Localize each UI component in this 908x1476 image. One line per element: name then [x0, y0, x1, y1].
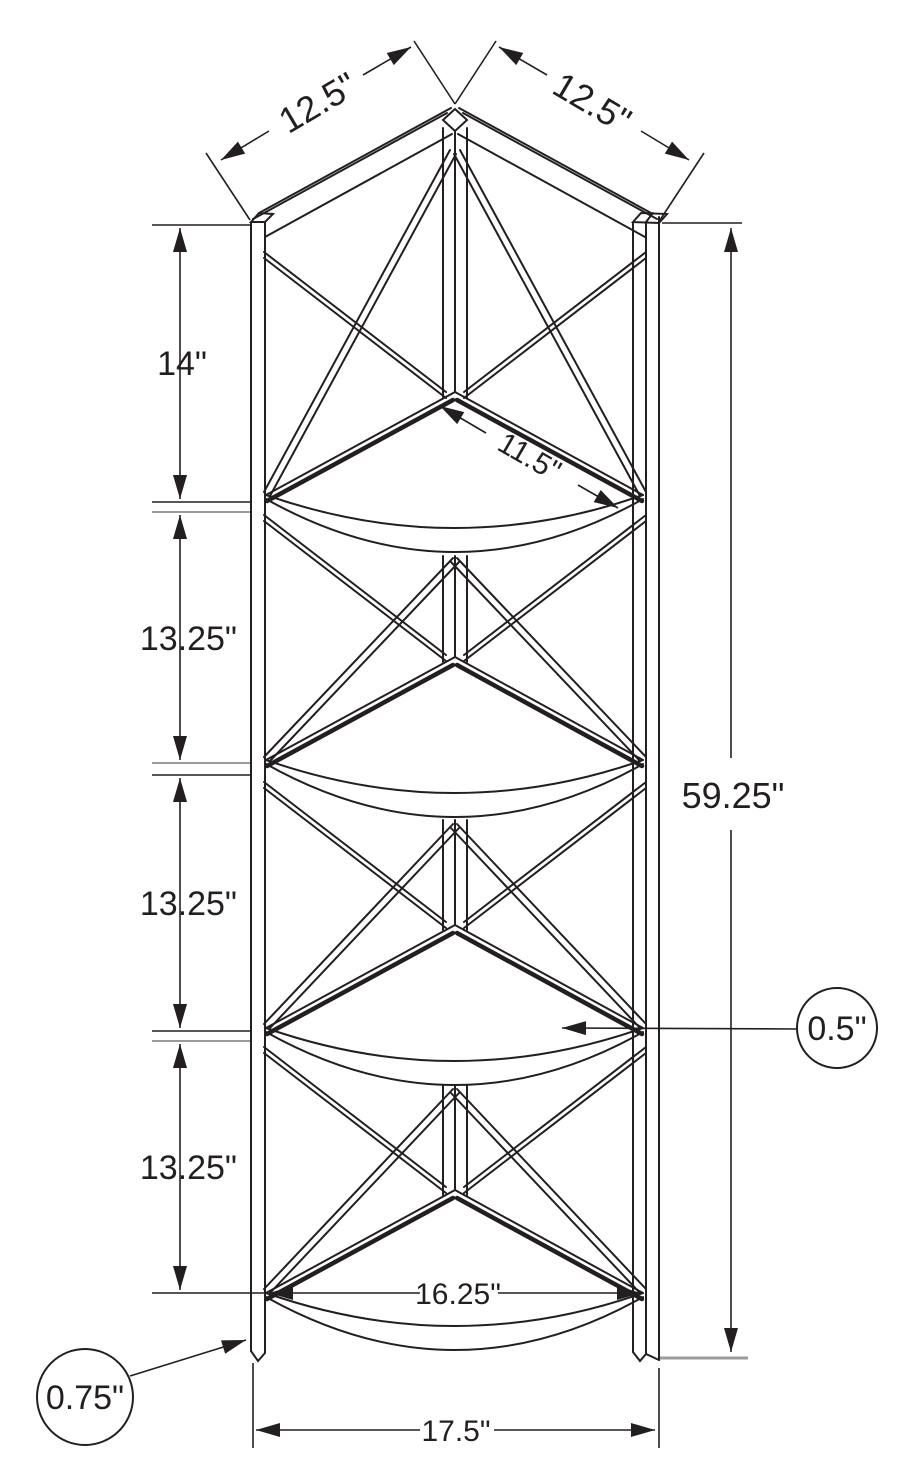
label-tier4-height: 13.25" [139, 1149, 237, 1187]
label-overall-height: 59.25" [681, 775, 785, 816]
bottom-width-dimensions [152, 1293, 659, 1448]
left-height-dimensions [152, 225, 250, 1290]
label-post-thickness: 0.75" [45, 1379, 125, 1417]
label-tier2-height: 13.25" [139, 620, 237, 658]
label-shelf-diagonal-depth: 11.5" [492, 426, 567, 489]
label-tier3-height: 13.25" [139, 885, 237, 923]
label-top-left-width: 12.5" [271, 63, 364, 142]
label-top-right-width: 12.5" [546, 63, 639, 142]
dimension-labels [46, 64, 867, 1448]
label-bottom-shelf-span: 16.25" [415, 1278, 501, 1311]
label-frame-tube-thickness: 0.5" [807, 1010, 867, 1048]
label-overall-width: 17.5" [421, 1415, 491, 1448]
label-top-tier-height: 14" [157, 345, 207, 383]
